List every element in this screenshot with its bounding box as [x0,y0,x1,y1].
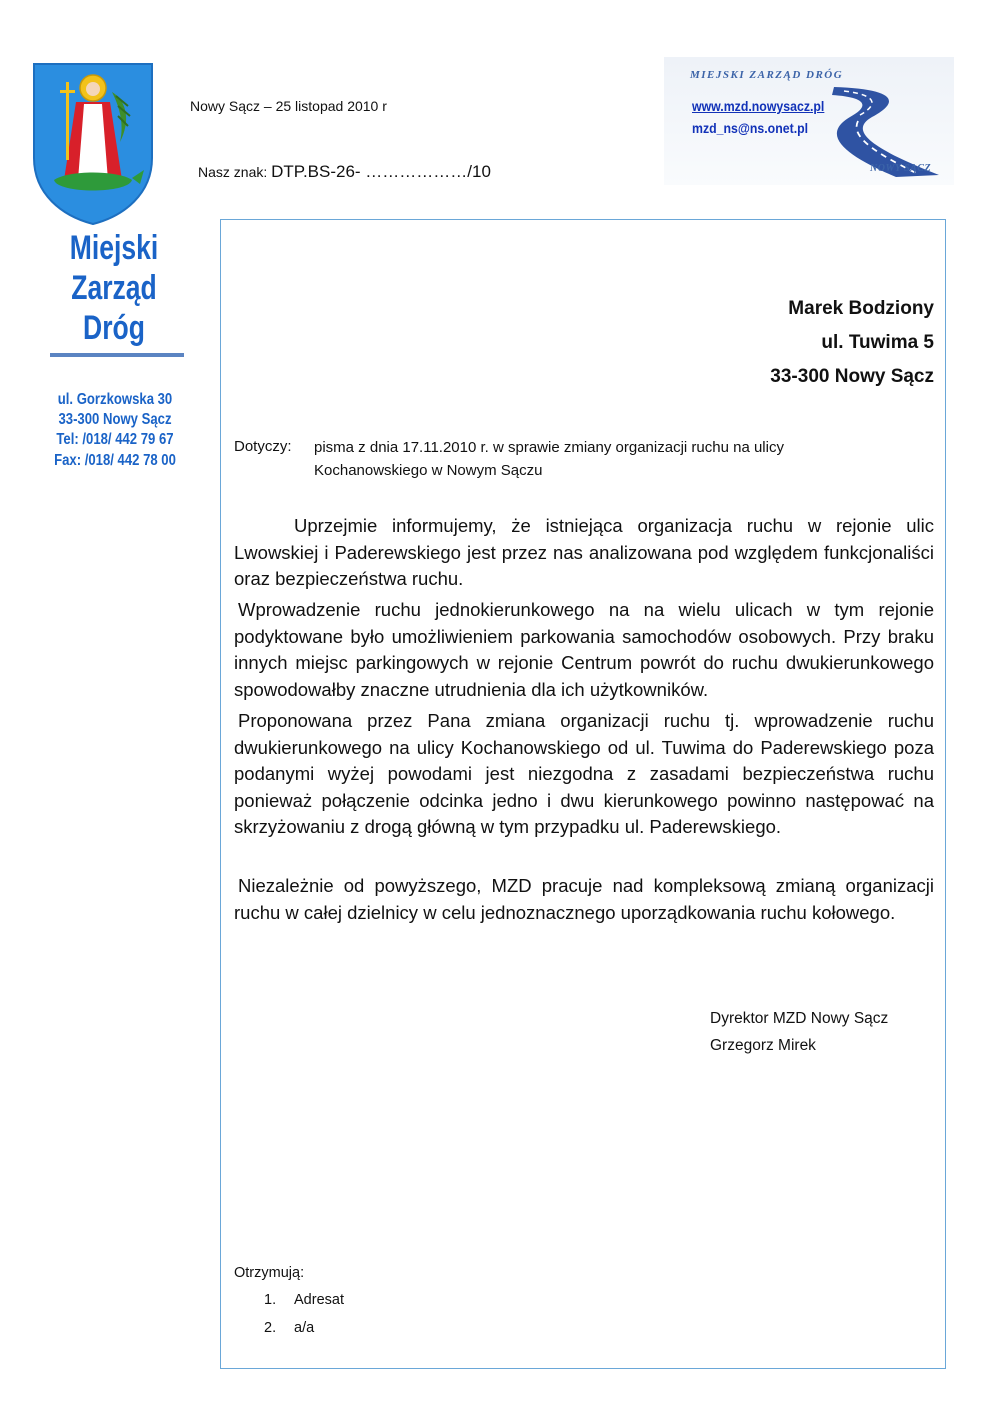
signature-title: Dyrektor MZD Nowy Sącz [710,1010,889,1027]
org-name-line-1: Miejski [69,229,159,267]
recipients-list-item [264,1292,344,1308]
org-name-line-3: Dróg [83,309,145,347]
reference-value: DTP.BS-26- ………………/10 [271,162,491,181]
org-name-line-2: Zarząd [71,269,157,307]
reference-line [198,162,491,182]
subject-text: pisma z dnia 17.11.2010 r. w sprawie zmiany organizacji ruchu na ulicy Kochanowskiego w Nowym Sączu [314,439,784,479]
org-divider [50,353,184,357]
list-number: 1. [264,1292,277,1308]
org-fax: Fax: /018/ 442 78 00 [54,452,176,469]
org-address-city: 33-300 Nowy Sącz [58,411,172,428]
list-number: 2. [264,1320,277,1336]
body-paragraph: Wprowadzenie ruchu jednokierunkowego na na wielu ulicach w tym rejonie podyktowane było umożliwieniem parkowania samochodów osobowych. Przy braku innych miejsc parkingowych w rejonie Centrum powrót do ruchu dwukierunkowego spowodowałby znaczne utrudnienia dla ich użytkowników. [234,599,934,700]
subject-label: Dotyczy: [234,438,292,455]
logo-city: NOWY SĄCZ [870,163,932,174]
org-phone: Tel: /018/ 442 79 67 [56,431,174,448]
list-item-text: a/a [294,1320,315,1336]
recipient-street: ul. Tuwima 5 [821,332,934,353]
recipient-city: 33-300 Nowy Sącz [770,366,934,387]
org-address-street: ul. Gorzkowska 30 [57,391,173,408]
logo-title: MIEJSKI ZARZĄD DRÓG [690,69,844,81]
list-item-text: Adresat [294,1292,344,1308]
logo-email-link[interactable]: mzd_ns@ns.onet.pl [692,120,809,136]
recipient-name: Marek Bodziony [788,298,934,319]
body-paragraph: Niezależnie od powyższego, MZD pracuje nad kompleksową zmianą organizacji ruchu w całej dzielnicy w celu jednoznacznego uporządkowania ruchu kołowego. [234,875,934,923]
body-paragraph: Proponowana przez Pana zmiana organizacji ruchu tj. wprowadzenie ruchu dwukierunkowego na ulicy Kochanowskiego od ul. Tuwima do Paderewskiego poza podanymi wyżej powodami jest niezgodna z zasadami bezpieczeństwa ruchu ponieważ połączenie odcinka jedno i dwu kierunkowego powinno następować na skrzyżowaniu z drogą główną w tym przypadku ul. Paderewskiego. [234,710,934,838]
recipients-list-item [264,1320,314,1336]
letter-date: Nowy Sącz – 25 listopad 2010 r [190,98,387,114]
reference-label: Nasz znak: [198,164,272,180]
body-paragraph: Uprzejmie informujemy, że istniejąca organizacja ruchu w rejonie ulic Lwowskiej i Paderewskiego jest przez nas analizowana pod względem funkcjonaliści oraz bezpieczeństwa ruchu. [234,515,934,590]
recipients-label: Otrzymują: [234,1265,305,1281]
logo-website-link[interactable]: www.mzd.nowysacz.pl [692,98,825,114]
coat-of-arms-icon [32,62,154,226]
signature-name: Grzegorz Mirek [710,1037,816,1054]
